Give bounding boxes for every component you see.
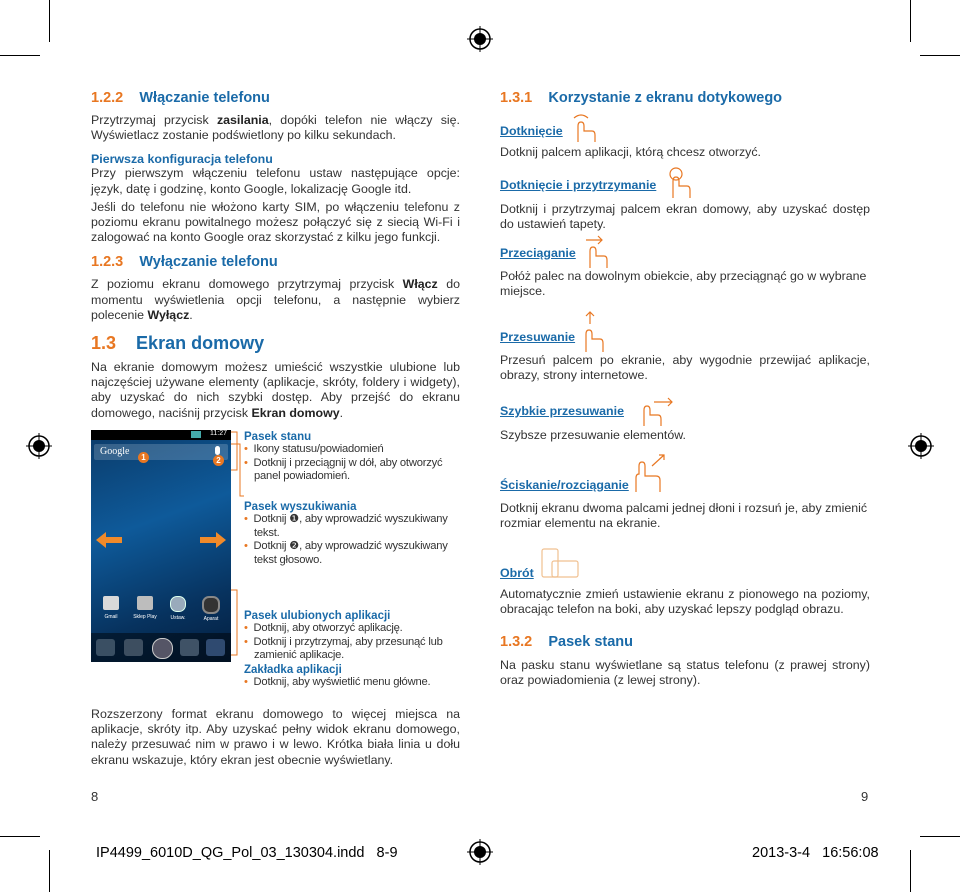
settings-gear-icon [170,596,186,612]
marker-number: 2 [216,456,221,465]
app-camera[interactable] [201,596,221,622]
search-marker-1 [138,452,149,463]
crop-mark [0,55,40,56]
section-title: Ekran domowy [136,333,265,354]
app-settings[interactable] [168,596,188,621]
crop-mark [49,0,50,42]
messaging-icon[interactable] [180,639,199,656]
gesture-term: Dotknięcie i przytrzymanie [500,178,657,192]
rotate-gesture-icon [538,545,580,583]
crop-mark [920,836,960,837]
bullet-icon: • [244,443,248,455]
text: . [339,405,344,420]
section-title: Pasek stanu [548,634,634,650]
play-store-icon [137,596,153,610]
registration-mark-icon [908,433,934,459]
paragraph: Na pasku stanu wyświetlane są status telefonu (z prawej strony) oraz powiadomienia (z lewej strony). [500,658,870,688]
callout-lines [231,430,245,690]
favorites-dock [91,633,231,662]
google-logo: Google [100,446,130,457]
paragraph: Rozszerzony format ekranu domowego to więcej miejsca na aplikacje, skróty itp. Aby uzyskać pełny widok ekranu domowego, należy przesuwać nim w prawo i w lewo. Krótka biała linia u dołu ekranu wskazuje, który ekran jest obecnie wyświetlany. [91,707,460,767]
callout-title: Zakładka aplikacji [244,663,342,676]
section-heading-1-2-2 [91,90,460,106]
status-bar [91,430,231,440]
gesture-description: Połóż palec na dowolnym obiekcie, aby przeciągnąć go w wybrane miejsce. [500,269,867,299]
gmail-icon [103,596,119,610]
page-number-left: 8 [91,789,99,804]
callout-bullet [244,622,454,636]
bullet-icon: • [244,622,248,634]
bold-text: Włącz [402,277,438,292]
crop-mark [910,0,911,42]
crop-mark [0,836,40,837]
right-column [500,90,870,106]
section-heading-1-2-3 [91,254,460,270]
bullet-icon: • [244,675,248,688]
pinch-gesture-icon [630,452,670,494]
text: Przytrzymaj przycisk [91,113,217,127]
gesture-description: Dotknij palcem aplikacji, którą chcesz otworzyć. [500,145,761,159]
gesture-pinch [500,452,870,531]
callout-title: Pasek ulubionych aplikacji [244,610,391,622]
text: , dopóki telefon nie włączy się. Wyświetlacz zostanie podświetlony po kilku sekundach. [91,113,460,143]
tap-gesture-icon [570,112,598,144]
text: . [189,307,193,322]
paragraph: Przy pierwszym włączeniu telefonu ustaw następujące opcje: język, datę i godzinę, konto Google, lokalizację Google itd. [91,166,460,196]
gesture-slide [500,310,870,383]
app-label: Gmail [104,614,118,620]
section-heading-1-3-2 [500,634,870,650]
footer-filename: IP4499_6010D_QG_Pol_03_130304.indd 8-9 [96,845,398,861]
section-title: Korzystanie z ekranu dotykowego [548,90,783,106]
paragraph [91,113,460,143]
bullet-text: Dotknij i przytrzymaj, aby przesunąć lub zamienić aplikacje. [253,635,443,661]
callout-bullet [244,636,454,663]
fling-gesture-icon [636,392,676,428]
phone-icon[interactable] [96,639,115,656]
signal-icon [191,431,201,438]
bullet-icon: • [244,540,248,552]
text: do momentu wyświetlenia opcji telefonu, a następnie wybierz polecenie [91,277,460,322]
crop-mark [49,850,50,892]
paragraph [91,277,460,323]
bullet-text: Ikony statusu/powiadomień [253,443,384,455]
app-play-store[interactable] [133,596,157,620]
bullet-icon: • [244,635,248,648]
registration-mark-icon [467,26,493,52]
registration-mark-icon [26,433,52,459]
callout-title: Pasek wyszukiwania [244,501,357,513]
section-1-3-2 [500,634,870,688]
crop-mark [910,850,911,892]
gesture-fling [500,392,870,443]
section-number: 1.3.2 [500,634,533,650]
gesture-drag [500,234,870,299]
drag-gesture-icon [580,234,614,270]
app-icons-row [91,594,231,628]
app-label: Sklep Play [133,614,157,620]
bullet-text: Dotknij, aby wyświetlić menu główne. [253,675,431,688]
browser-icon[interactable] [206,639,225,656]
gesture-term: Przesuwanie [500,330,576,344]
gesture-description: Automatycznie zmień ustawienie ekranu z pionowego na poziomy, obracając telefon na boki, aby uzyskać lepszy podgląd obrazu. [500,587,870,617]
crop-mark [920,55,960,56]
app-gmail[interactable] [101,596,121,620]
arrow-right-icon [198,530,228,550]
bullet-text: Dotknij, aby otworzyć aplikację. [253,622,403,634]
callout-bullet [244,513,456,540]
text: Na ekranie domowym możesz umieścić wszystkie ulubione lub najczęściej używane elementy (aplikacje, skróty, foldery i widgety), aby uzyskać do nich szybki dostęp. Aby przejść do ekranu domowego, naciśnij przycisk [91,360,460,420]
microphone-icon [215,446,220,455]
app-label: Aparat [203,616,219,622]
app-label: Ustaw. [170,615,186,621]
left-column [91,90,460,421]
gesture-description: Szybsze przesuwanie elementów. [500,428,686,442]
section-heading-1-3 [91,333,460,354]
home-screen-image [91,430,231,662]
gesture-term: Ściskanie/rozciąganie [500,478,629,492]
section-heading-1-3-1 [500,90,870,106]
bullet-icon: • [244,513,248,525]
search-marker-2 [213,455,224,466]
callout-bullet [244,540,456,567]
tap-hold-gesture-icon [664,166,694,200]
paragraph [91,360,460,421]
callout-bullet [244,443,454,457]
status-time: 11:27 [210,430,227,437]
section-number: 1.3.1 [500,90,533,106]
text: Z poziomu ekranu domowego przytrzymaj przycisk [91,277,403,292]
gesture-term: Obrót [500,566,534,580]
gesture-term: Szybkie przesuwanie [500,404,624,418]
callout-bullet [244,676,454,690]
callout-status-bar [244,431,454,484]
section-number: 1.2.3 [91,254,124,271]
gesture-tap [500,112,870,160]
search-bar [94,444,228,460]
callout-favorites [244,610,454,689]
gesture-description: Dotknij ekranu dwoma palcami jednej dłoni i rozsuń je, aby zmienić rozmiar elementu na ekranie. [500,501,868,531]
gesture-term: Dotknięcie [500,124,563,138]
registration-mark-icon [467,839,493,865]
section-title: Wyłączanie telefonu [139,254,278,271]
gesture-tap-hold [500,166,870,232]
bullet-text: Dotknij ❶, aby wprowadzić wyszukiwany tekst. [253,513,448,539]
paragraph: Jeśli do telefonu nie włożono karty SIM, po włączeniu telefonu z poziomu ekranu powitalnego możesz połączyć się z siecią Wi-Fi i zalogować na konto Google oraz skorzystać z kilku jego funkcji. [91,199,460,245]
bullet-text: Dotknij ❷, aby wprowadzić wyszukiwany tekst głosowo. [253,540,448,566]
bullet-icon: • [244,456,248,469]
gesture-description: Dotknij i przytrzymaj palcem ekran domowy, aby uzyskać dostęp do ustawień tapety. [500,202,870,232]
bold-text: zasilania [216,113,269,127]
camera-icon [202,596,220,614]
gesture-term: Przeciąganie [500,246,576,260]
callout-search-bar [244,501,456,567]
app-drawer-tab-icon[interactable] [152,638,173,659]
bold-text: Wyłącz [147,307,190,322]
section-title: Włączanie telefonu [139,90,270,106]
slide-gesture-icon [576,310,610,354]
subheading: Pierwsza konfiguracja telefonu [91,152,273,167]
gesture-description: Przesuń palcem po ekranie, aby wygodnie przewijać aplikacje, obrazy, strony internetowe. [500,353,870,383]
arrow-left-icon [94,530,124,550]
marker-number: 1 [141,453,146,462]
page-number-right: 9 [861,789,869,804]
bullet-text: Dotknij i przeciągnij w dół, aby otworzyć panel powiadomień. [253,456,443,482]
bold-text: Ekran domowy [251,405,340,420]
contacts-icon[interactable] [124,639,143,656]
section-number: 1.2.2 [91,90,124,106]
callout-title: Pasek stanu [244,431,312,443]
gesture-rotate [500,545,870,617]
footer-datetime: 2013-3-4 16:56:08 [752,845,879,861]
section-number: 1.3 [91,333,117,354]
callout-bullet [244,457,454,484]
